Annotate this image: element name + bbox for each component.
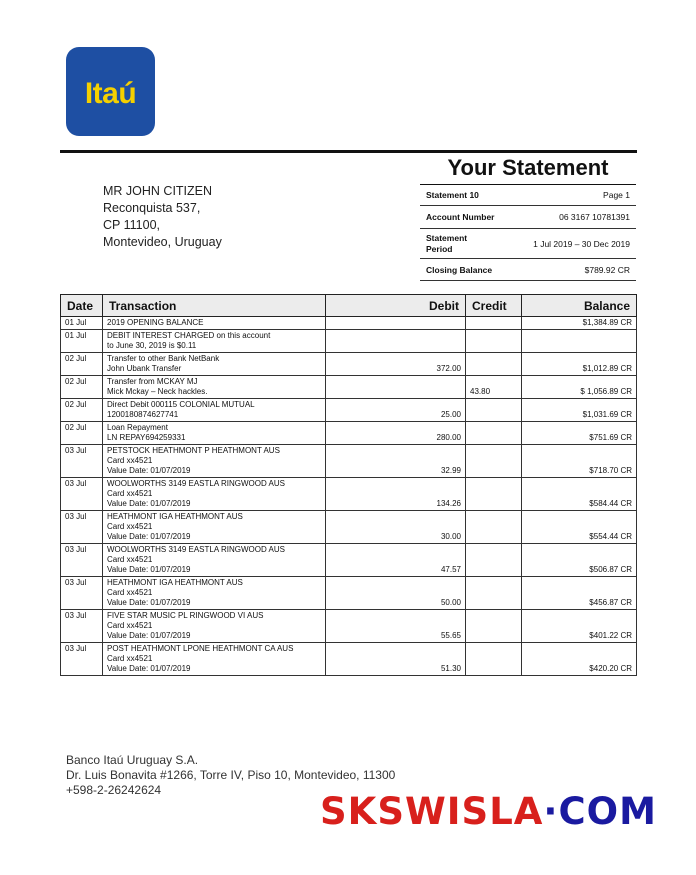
row-debit: 134.26 (326, 478, 466, 511)
row-balance: $751.69 CR (522, 422, 637, 445)
transactions-table (60, 294, 637, 676)
row-transaction (103, 643, 326, 676)
bank-logo (66, 47, 155, 136)
transaction-line: HEATHMONT IGA HEATHMONT AUS (107, 578, 243, 587)
transaction-line: WOOLWORTHS 3149 EASTLA RINGWOOD AUS (107, 545, 285, 554)
header-transaction: Transaction (103, 295, 326, 317)
row-credit (466, 610, 522, 643)
table-row (61, 544, 637, 577)
transaction-line: Value Date: 01/07/2019 (107, 631, 191, 640)
transaction-line: Value Date: 01/07/2019 (107, 532, 191, 541)
row-date: 03 Jul (61, 610, 103, 643)
transaction-line: Value Date: 01/07/2019 (107, 466, 191, 475)
row-credit (466, 544, 522, 577)
table-row (61, 610, 637, 643)
info-value: 06 3167 10781391 (559, 212, 630, 222)
row-debit: 30.00 (326, 511, 466, 544)
row-transaction (103, 353, 326, 376)
table-row (61, 577, 637, 610)
header-balance: Balance (522, 295, 637, 317)
transaction-line: Card xx4521 (107, 522, 153, 531)
row-balance: $420.20 CR (522, 643, 637, 676)
row-date: 02 Jul (61, 422, 103, 445)
row-date: 01 Jul (61, 330, 103, 353)
transaction-line: Card xx4521 (107, 456, 153, 465)
closing-balance-row (420, 259, 636, 281)
transaction-line: Card xx4521 (107, 489, 153, 498)
row-debit: 25.00 (326, 399, 466, 422)
transaction-line: Value Date: 01/07/2019 (107, 499, 191, 508)
info-label: Statement Period (426, 232, 468, 254)
row-transaction (103, 511, 326, 544)
info-label: Closing Balance (426, 264, 493, 275)
row-transaction (103, 330, 326, 353)
row-transaction (103, 445, 326, 478)
transaction-line: LN REPAY694259331 (107, 433, 186, 442)
address-line: Montevideo, Uruguay (103, 235, 222, 249)
transaction-line: 2019 OPENING BALANCE (107, 318, 204, 327)
statement-title: Your Statement (447, 155, 609, 180)
row-transaction (103, 376, 326, 399)
watermark-part1: SKSWISLA (320, 790, 544, 833)
row-balance: $554.44 CR (522, 511, 637, 544)
table-row (61, 330, 637, 353)
watermark-part2: ·COM (543, 790, 657, 833)
row-date: 02 Jul (61, 353, 103, 376)
row-date: 02 Jul (61, 399, 103, 422)
transaction-line: Card xx4521 (107, 588, 153, 597)
row-transaction (103, 610, 326, 643)
row-date: 03 Jul (61, 577, 103, 610)
transaction-line: Mick Mckay – Neck hackles. (107, 387, 208, 396)
info-label: Statement 10 (426, 190, 479, 200)
transaction-line: Loan Repayment (107, 423, 168, 432)
row-balance: $1,031.69 CR (522, 399, 637, 422)
row-date: 03 Jul (61, 544, 103, 577)
table-row (61, 511, 637, 544)
address-line: Reconquista 537, (103, 201, 201, 215)
customer-address-block (103, 183, 222, 251)
row-balance: $584.44 CR (522, 478, 637, 511)
row-date: 02 Jul (61, 376, 103, 399)
transaction-line: Card xx4521 (107, 621, 153, 630)
info-label: Account Number (426, 212, 495, 222)
row-credit (466, 511, 522, 544)
table-row (61, 445, 637, 478)
row-date: 03 Jul (61, 643, 103, 676)
transaction-line: Card xx4521 (107, 654, 153, 663)
bank-logo-text: Itaú (84, 77, 137, 110)
footer-line: +598-2-26242624 (66, 783, 162, 797)
row-balance: $1,012.89 CR (522, 353, 637, 376)
row-debit: 280.00 (326, 422, 466, 445)
row-debit: 51.30 (326, 643, 466, 676)
transaction-line: Value Date: 01/07/2019 (107, 664, 191, 673)
row-transaction (103, 399, 326, 422)
info-value: Page 1 (603, 190, 630, 200)
transaction-line: PETSTOCK HEATHMONT P HEATHMONT AUS (107, 446, 280, 455)
transaction-line: Direct Debit 000115 COLONIAL MUTUAL (107, 400, 255, 409)
row-debit: 55.65 (326, 610, 466, 643)
transaction-line: WOOLWORTHS 3149 EASTLA RINGWOOD AUS (107, 479, 285, 488)
transaction-line: John Ubank Transfer (107, 364, 182, 373)
row-balance: $718.70 CR (522, 445, 637, 478)
row-date: 03 Jul (61, 511, 103, 544)
footer-line: Banco Itaú Uruguay S.A. (66, 753, 199, 767)
transaction-line: FIVE STAR MUSIC PL RINGWOOD VI AUS (107, 611, 264, 620)
statement-number-row (420, 185, 636, 206)
row-credit (466, 317, 522, 330)
table-row (61, 643, 637, 676)
row-debit: 47.57 (326, 544, 466, 577)
row-debit: 50.00 (326, 577, 466, 610)
row-credit: 43.80 (466, 376, 522, 399)
row-date: 01 Jul (61, 317, 103, 330)
row-debit: 372.00 (326, 353, 466, 376)
header-date: Date (61, 295, 103, 317)
transaction-line: Transfer to other Bank NetBank (107, 354, 220, 363)
address-line: CP 11100, (103, 218, 160, 232)
account-number-row (420, 206, 636, 229)
row-transaction (103, 478, 326, 511)
row-balance: $456.87 CR (522, 577, 637, 610)
header-divider (60, 150, 637, 153)
transaction-line: Value Date: 01/07/2019 (107, 565, 191, 574)
row-transaction (103, 544, 326, 577)
row-debit (326, 317, 466, 330)
table-row (61, 478, 637, 511)
customer-name: MR JOHN CITIZEN (103, 184, 213, 198)
row-balance: $401.22 CR (522, 610, 637, 643)
row-transaction (103, 422, 326, 445)
table-row (61, 399, 637, 422)
transaction-line: DEBIT INTEREST CHARGED on this account (107, 331, 271, 340)
row-credit (466, 353, 522, 376)
table-row (61, 317, 637, 330)
row-credit (466, 478, 522, 511)
statement-period-row (420, 229, 636, 259)
row-credit (466, 399, 522, 422)
transaction-line: to June 30, 2019 is $0.11 (107, 341, 197, 350)
transaction-line: Value Date: 01/07/2019 (107, 598, 191, 607)
table-row (61, 353, 637, 376)
transaction-line: POST HEATHMONT LPONE HEATHMONT CA AUS (107, 644, 294, 653)
statement-info-table (420, 184, 636, 281)
transaction-line: 1200180874627741 (107, 410, 179, 419)
row-balance: $ 1,056.89 CR (522, 376, 637, 399)
header-debit: Debit (326, 295, 466, 317)
row-credit (466, 577, 522, 610)
row-credit (466, 445, 522, 478)
row-debit: 32.99 (326, 445, 466, 478)
row-date: 03 Jul (61, 445, 103, 478)
table-row (61, 376, 637, 399)
row-date: 03 Jul (61, 478, 103, 511)
transaction-line: Card xx4521 (107, 555, 153, 564)
row-debit (326, 376, 466, 399)
row-transaction (103, 317, 326, 330)
info-value: 1 Jul 2019 – 30 Dec 2019 (533, 238, 630, 249)
row-credit (466, 330, 522, 353)
row-balance (522, 330, 637, 353)
transactions-body (61, 317, 637, 676)
row-balance: $506.87 CR (522, 544, 637, 577)
header-credit: Credit (466, 295, 522, 317)
transaction-line: Transfer from MCKAY MJ (107, 377, 198, 386)
row-transaction (103, 577, 326, 610)
row-credit (466, 422, 522, 445)
row-credit (466, 643, 522, 676)
info-value: $789.92 CR (584, 264, 630, 275)
transaction-line: HEATHMONT IGA HEATHMONT AUS (107, 512, 243, 521)
footer-line: Dr. Luis Bonavita #1266, Torre IV, Piso 10, Montevideo, 11300 (66, 768, 396, 782)
row-balance: $1,384.89 CR (522, 317, 637, 330)
watermark (320, 790, 657, 833)
table-header-row (61, 295, 637, 317)
row-debit (326, 330, 466, 353)
table-row (61, 422, 637, 445)
